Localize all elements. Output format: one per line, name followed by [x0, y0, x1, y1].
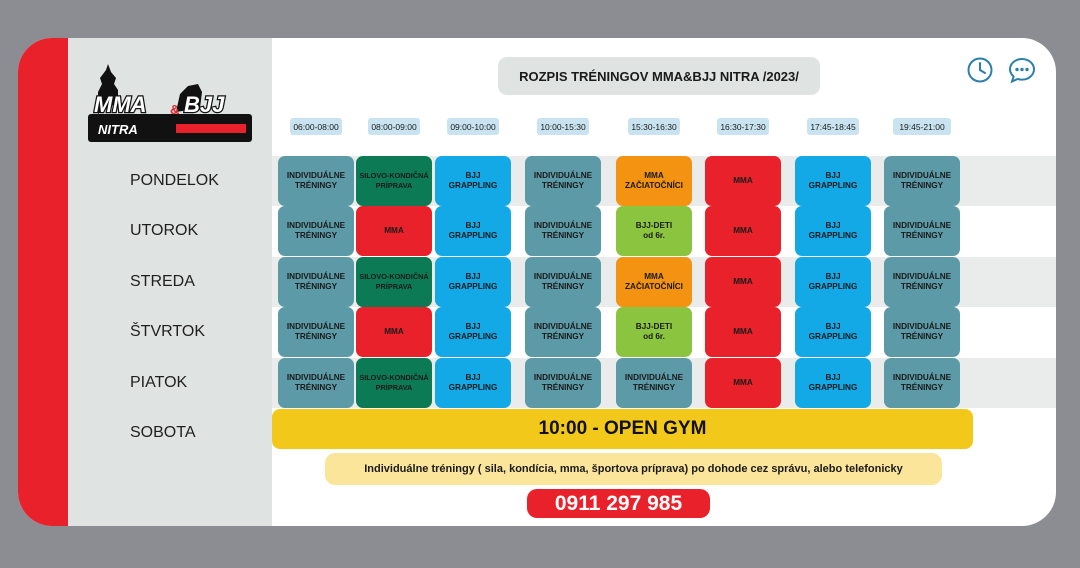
schedule-cell: INDIVIDUÁLNE TRÉNINGY — [525, 206, 601, 256]
time-header-6: 16:30-17:30 — [717, 118, 769, 135]
schedule-cell: INDIVIDUÁLNE TRÉNINGY — [884, 156, 960, 206]
schedule-cell: SILOVO-KONDIČNÁ PRÍPRAVA — [356, 156, 432, 206]
schedule-cell: INDIVIDUÁLNE TRÉNINGY — [884, 307, 960, 357]
schedule-cell: BJJ-DETI od 6r. — [616, 206, 692, 256]
phone-number-badge[interactable] — [527, 489, 710, 518]
individual-training-note — [325, 453, 942, 485]
schedule-cell: MMA — [705, 206, 781, 256]
schedule-card — [18, 38, 1056, 526]
schedule-cell: INDIVIDUÁLNE TRÉNINGY — [278, 206, 354, 256]
open-gym-banner — [272, 409, 973, 449]
time-header-2: 08:00-09:00 — [368, 118, 420, 135]
schedule-cell: BJJ GRAPPLING — [435, 156, 511, 206]
schedule-cell: BJJ GRAPPLING — [795, 358, 871, 408]
schedule-title-text: ROZPIS TRÉNINGOV MMA&BJJ NITRA /2023/ — [519, 68, 799, 84]
schedule-cell: MMA — [356, 307, 432, 357]
schedule-cell: INDIVIDUÁLNE TRÉNINGY — [884, 206, 960, 256]
schedule-cell: BJJ GRAPPLING — [435, 257, 511, 307]
day-label: PIATOK — [130, 374, 188, 391]
time-header-1: 06:00-08:00 — [290, 118, 342, 135]
day-label: STREDA — [130, 273, 195, 290]
schedule-cell: INDIVIDUÁLNE TRÉNINGY — [884, 358, 960, 408]
schedule-cell: SILOVO-KONDIČNÁ PRÍPRAVA — [356, 358, 432, 408]
day-label: SOBOTA — [130, 424, 196, 441]
time-header-4: 10:00-15:30 — [537, 118, 589, 135]
schedule-cell: INDIVIDUÁLNE TRÉNINGY — [616, 358, 692, 408]
time-header-7: 17:45-18:45 — [807, 118, 859, 135]
schedule-cell: INDIVIDUÁLNE TRÉNINGY — [278, 358, 354, 408]
logo-bjj-text: BJJ — [184, 92, 225, 117]
time-header-5: 15:30-16:30 — [628, 118, 680, 135]
schedule-cell: INDIVIDUÁLNE TRÉNINGY — [278, 257, 354, 307]
schedule-cell: SILOVO-KONDIČNÁ PRÍPRAVA — [356, 257, 432, 307]
note-text: Individuálne tréningy ( sila, kondícia, mma, športova príprava) po dohode cez správu, alebo telefonicky — [364, 463, 903, 475]
schedule-cell: MMA ZAČIATOČNÍCI — [616, 156, 692, 206]
clock-icon[interactable] — [966, 56, 994, 84]
time-header-8: 19:45-21:00 — [893, 118, 951, 135]
mma-bjj-nitra-logo — [84, 62, 256, 142]
schedule-cell: BJJ GRAPPLING — [435, 307, 511, 357]
chat-bubble-icon[interactable] — [1008, 56, 1036, 84]
phone-number-text: 0911 297 985 — [554, 491, 683, 515]
schedule-cell: BJJ GRAPPLING — [795, 257, 871, 307]
logo-amp-text: & — [170, 102, 180, 117]
schedule-cell: INDIVIDUÁLNE TRÉNINGY — [525, 156, 601, 206]
day-label: UTOROK — [130, 222, 199, 239]
schedule-cell: INDIVIDUÁLNE TRÉNINGY — [525, 307, 601, 357]
schedule-cell: MMA — [705, 257, 781, 307]
logo-mma-text: MMA — [94, 92, 147, 117]
open-gym-text: 10:00 - OPEN GYM — [538, 418, 707, 439]
schedule-cell: MMA — [705, 307, 781, 357]
time-header-3: 09:00-10:00 — [447, 118, 499, 135]
schedule-cell: BJJ GRAPPLING — [435, 358, 511, 408]
schedule-cell: BJJ GRAPPLING — [435, 206, 511, 256]
schedule-cell: MMA — [356, 206, 432, 256]
schedule-cell: INDIVIDUÁLNE TRÉNINGY — [278, 156, 354, 206]
schedule-cell: BJJ GRAPPLING — [795, 307, 871, 357]
schedule-cell: MMA — [705, 358, 781, 408]
schedule-cell: MMA — [705, 156, 781, 206]
schedule-cell: INDIVIDUÁLNE TRÉNINGY — [525, 358, 601, 408]
schedule-title — [498, 57, 820, 95]
schedule-cell: INDIVIDUÁLNE TRÉNINGY — [884, 257, 960, 307]
schedule-cell: BJJ GRAPPLING — [795, 206, 871, 256]
schedule-cell: BJJ GRAPPLING — [795, 156, 871, 206]
schedule-cell: BJJ-DETI od 6r. — [616, 307, 692, 357]
schedule-cell: INDIVIDUÁLNE TRÉNINGY — [278, 307, 354, 357]
day-label: ŠTVRTOK — [130, 323, 205, 340]
logo-city-text: NITRA — [98, 122, 138, 137]
day-label: PONDELOK — [130, 172, 219, 189]
schedule-cell: INDIVIDUÁLNE TRÉNINGY — [525, 257, 601, 307]
red-side-strip — [18, 38, 68, 526]
schedule-cell: MMA ZAČIATOČNÍCI — [616, 257, 692, 307]
